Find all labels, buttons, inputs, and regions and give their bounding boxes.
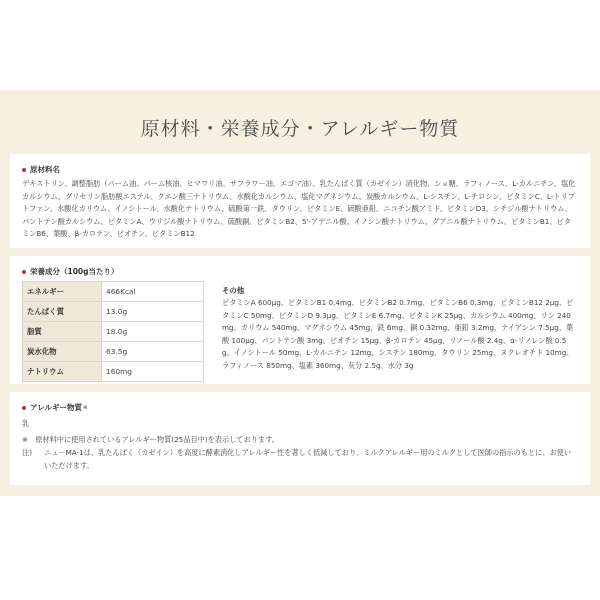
allergy-heading bbox=[22, 402, 88, 413]
nutrition-value: 63.5g bbox=[102, 342, 204, 362]
ingredients-heading-label: 原材料名 bbox=[30, 165, 60, 174]
bullet-dot-icon bbox=[22, 168, 26, 172]
table-row bbox=[23, 302, 204, 322]
nutrition-section bbox=[10, 256, 590, 384]
nutrition-label: たんぱく質 bbox=[23, 302, 102, 322]
nutrition-value: 18.0g bbox=[102, 322, 204, 342]
bullet-dot-icon bbox=[22, 406, 26, 410]
nutrition-label: ナトリウム bbox=[23, 362, 102, 382]
table-row bbox=[23, 282, 204, 302]
allergy-item: 乳 bbox=[22, 419, 30, 428]
page-title: 原材料・栄養成分・アレルギー物質 bbox=[140, 118, 460, 140]
table-row bbox=[23, 362, 204, 382]
allergy-heading-mark: ※ bbox=[83, 404, 88, 411]
ingredients-text: デキストリン、調整脂肪（パーム油、パーム核油、ヒマワリ油、サフラワー油、エゴマ油）、乳たんぱく質（カゼイン）消化物、ショ糖、ラフィノース、L-カルニチン、塩化カルシウム、グリセリン脂肪酸エステル、クエン酸三ナトリウム、水酸化カルシウム、塩化マグネシウム、炭酸カルシウム、L-シスチン、L-チロシン、ビタミンC、L-トリプトファン、水酸化カリウム、イノシトール、水酸化ナトリウム、硫酸第一鉄、タウリン、ビタミンE、硫酸亜鉛、ニコチン酸アミド、ビタミンD3、シチジル酸ナトリウム、パントテン酸カルシウム、ビタミンA、ウリジル酸ナトリウム、硫酸銅、ビタミンB2、5'-アデニル酸、イノシン酸ナトリウム、グアニル酸ナトリウム、ビタミンB1、ビタミンB6、葉酸、β-カロテン、ビオチン、ビタミンB12 bbox=[22, 179, 576, 239]
nutrition-heading bbox=[22, 266, 119, 277]
medical-note-text: ニュ－MA-1は、乳たんぱく（カゼイン）を高度に酵素消化しアレルギー性を著しく低減しており、ミルクアレルギー用のミルクとして医師の指示のもとに、お使いいただけます。 bbox=[44, 448, 572, 470]
nutrition-label: 炭水化物 bbox=[23, 342, 102, 362]
medical-note-lead: 注) bbox=[22, 448, 32, 457]
other-nutrients-text: ビタミンA 600μg、ビタミンB1 0.4mg、ビタミンB2 0.7mg、ビタミンB6 0.3mg、ビタミンB12 2μg、ビタミンC 50mg、ビタミンD 9.3μg、ビタミンE 6.7mg、ビタミンK 25μg、カルシウム 400mg、リン 240mg、カリウム 540mg、マグネシウム 45mg、鉄 6mg、銅 0.32mg、亜鉛 3.2mg、ナイアシン 7.5μg、葉酸 100μg、パントテン酸 3mg、ビオチン 15μg、β-カロテン 45μg、リノール酸 2.4g、α-リノレン酸 0.5g、イノシトール 50mg、L-カルニチン 12mg、シスチン 180mg、タウリン 25mg、ヌクレオチド 10mg、ラフィノース 850mg、塩素 360mg、灰分 2.5g、水分 3g bbox=[222, 298, 574, 370]
nutrition-heading-label: 栄養成分（100g当たり） bbox=[30, 267, 119, 276]
bullet-dot-icon bbox=[22, 270, 26, 274]
allergy-section bbox=[10, 392, 590, 485]
nutrition-value: 160mg bbox=[102, 362, 204, 382]
ingredients-section bbox=[10, 154, 590, 248]
allergy-heading-label: アレルギー物質 bbox=[30, 403, 83, 412]
table-row bbox=[23, 342, 204, 362]
nutrition-value: 13.0g bbox=[102, 302, 204, 322]
other-nutrients-heading: その他 bbox=[222, 286, 245, 295]
table-row bbox=[23, 322, 204, 342]
nutrition-label: エネルギー bbox=[23, 282, 102, 302]
ingredients-heading bbox=[22, 164, 60, 175]
allergy-note: ※ 原材料中に使用されているアレルギー物質(25品目中)を表示しております。 bbox=[22, 435, 279, 444]
medical-note bbox=[22, 447, 578, 472]
nutrition-label: 脂質 bbox=[23, 322, 102, 342]
nutrition-table bbox=[22, 281, 204, 382]
nutrition-value: 466Kcal bbox=[102, 282, 204, 302]
